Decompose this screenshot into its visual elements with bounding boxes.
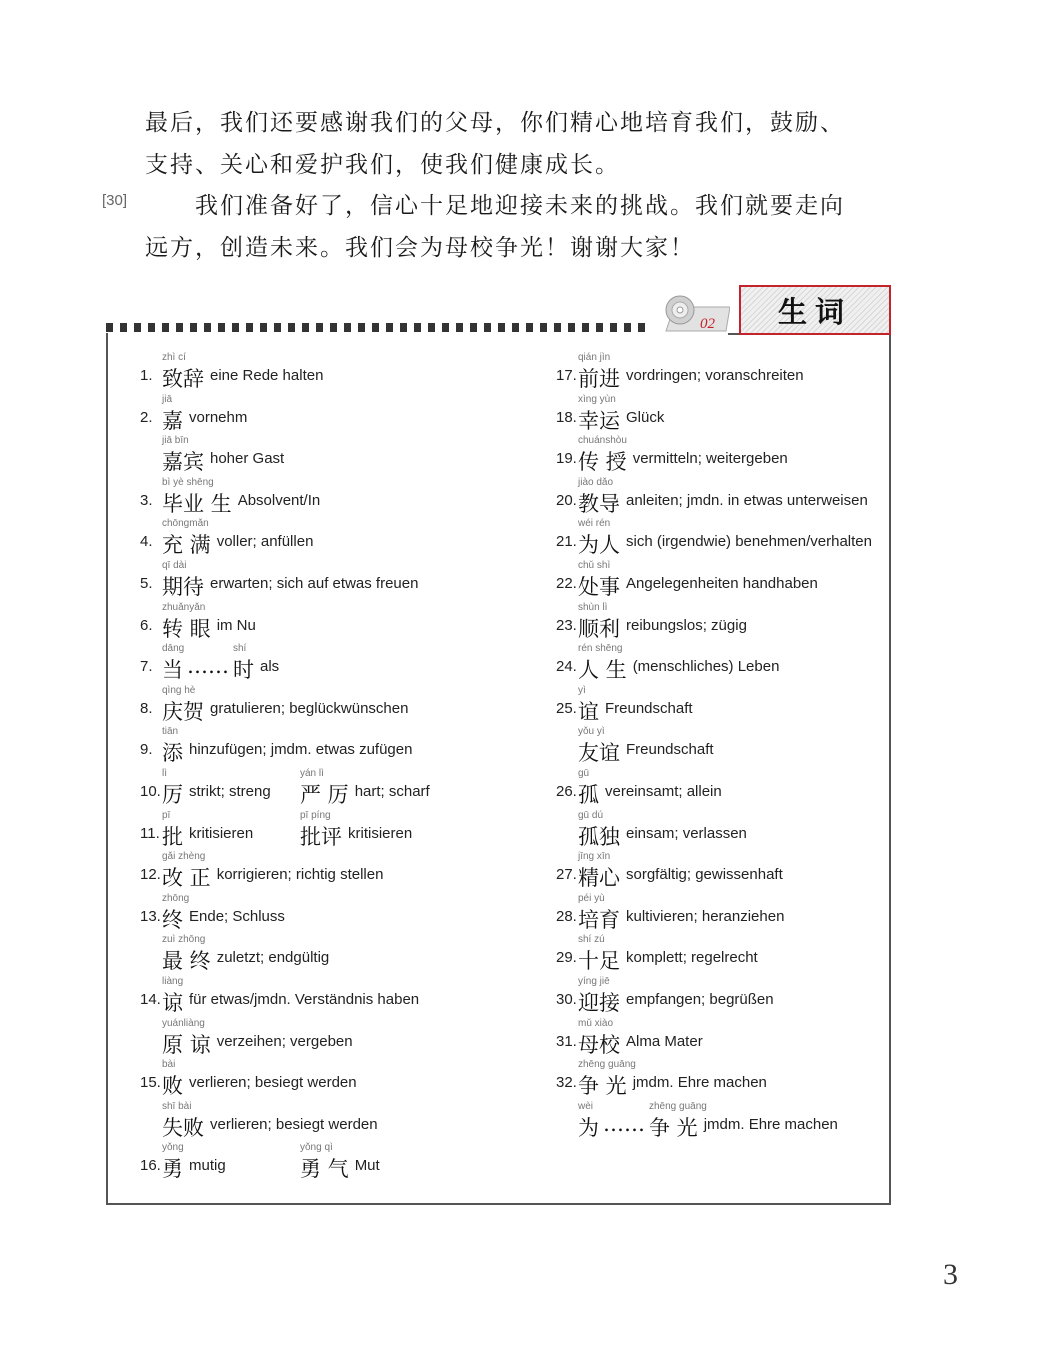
vocab-number: 21. xyxy=(556,533,577,551)
pinyin: zhēng guāng xyxy=(649,1100,707,1112)
text-line-1: 最后，我们还要感谢我们的父母，你们精心地培育我们，鼓励、 xyxy=(145,110,845,136)
vocab-number: 1. xyxy=(140,367,153,384)
pinyin: mǔ xiào xyxy=(578,1017,614,1029)
german-translation: für etwas/jmdn. Verständnis haben xyxy=(189,991,420,1008)
hanzi: 前进 xyxy=(578,367,620,391)
pinyin: jiào dǎo xyxy=(578,476,614,488)
pinyin: yuánliàng xyxy=(162,1017,205,1029)
hanzi: 人 生 xyxy=(578,658,627,683)
hanzi: 改 正 xyxy=(162,866,211,891)
pinyin: chōngmǎn xyxy=(162,518,209,530)
hanzi: 传 授 xyxy=(578,450,627,475)
hanzi: 勇 xyxy=(162,1157,183,1182)
pinyin: gū xyxy=(578,768,590,779)
hanzi: 十足 xyxy=(578,949,620,974)
german-translation: voller; anfüllen xyxy=(216,533,314,551)
pinyin: bài xyxy=(162,1059,176,1071)
hanzi: 为人 xyxy=(578,533,620,558)
text-line-2: 支持、关心和爱护我们，使我们健康成长。 xyxy=(145,152,620,178)
german-translation: anleiten; jmdn. in etwas unterweisen xyxy=(626,491,868,509)
dashed-rule xyxy=(106,323,651,332)
hanzi: 培育 xyxy=(578,907,620,932)
hanzi: 添 xyxy=(162,741,183,766)
german-translation: als xyxy=(260,658,280,676)
german-translation: empfangen; begrüßen xyxy=(626,991,774,1008)
hanzi: 友谊 xyxy=(578,741,620,766)
german-translation: komplett; regelrecht xyxy=(626,949,758,967)
vocab-number: 4. xyxy=(140,533,153,551)
german-translation: Angelegenheiten handhaben xyxy=(626,575,818,592)
german-translation: verlieren; besiegt werden xyxy=(210,1115,378,1133)
hanzi: 时 xyxy=(233,658,254,683)
vocab-number: 15. xyxy=(140,1074,161,1092)
pinyin: yǒng xyxy=(162,1142,184,1154)
hanzi: 原 谅 xyxy=(162,1032,211,1057)
hanzi: 期待 xyxy=(162,575,204,599)
pinyin: tiān xyxy=(162,726,179,738)
vocab-number: 27. xyxy=(556,866,577,884)
pinyin: gū dú xyxy=(578,809,604,821)
pinyin: shùn lì xyxy=(578,601,608,613)
pinyin: zhì cí xyxy=(162,352,186,363)
vocab-number: 18. xyxy=(556,408,577,426)
pinyin: zhōng xyxy=(162,892,190,904)
vocab-number: 2. xyxy=(140,408,153,426)
german-translation: sorgfältig; gewissenhaft xyxy=(626,866,783,884)
german-translation: jmdm. Ehre machen xyxy=(632,1074,767,1092)
hanzi: 迎接 xyxy=(578,991,620,1015)
hanzi: 失败 xyxy=(162,1115,204,1140)
hanzi: 最 终 xyxy=(162,949,211,974)
pinyin: liàng xyxy=(162,976,184,987)
vocab-number: 28. xyxy=(556,907,577,925)
hanzi: 谊 xyxy=(578,699,599,724)
vocab-number: 9. xyxy=(140,741,153,759)
german-translation: gratulieren; beglückwünschen xyxy=(210,699,409,717)
german-translation: jmdm. Ehre machen xyxy=(703,1115,838,1133)
pinyin: shí zú xyxy=(578,934,605,946)
vocab-number: 12. xyxy=(140,866,161,884)
vocab-number: 22. xyxy=(556,575,577,592)
pinyin: shī bài xyxy=(162,1100,192,1112)
hanzi: 当 xyxy=(162,658,183,683)
pinyin: yǒng qì xyxy=(300,1142,333,1154)
german-translation: Absolvent/In xyxy=(237,491,321,509)
vocab-header xyxy=(739,285,891,335)
audio-cd-icon xyxy=(652,293,730,333)
german-translation: kritisieren xyxy=(348,824,413,842)
text-line-4: 远方，创造未来。我们会为母校争光！谢谢大家！ xyxy=(145,235,695,261)
german-translation: verlieren; besiegt werden xyxy=(189,1074,357,1092)
pinyin: shí xyxy=(233,643,247,655)
hanzi: …… xyxy=(603,1111,645,1136)
vocab-number: 7. xyxy=(140,658,153,676)
hanzi: 争 光 xyxy=(578,1074,627,1099)
vocab-number: 29. xyxy=(556,949,577,967)
hanzi: 孤独 xyxy=(578,824,620,849)
pinyin: rén shēng xyxy=(578,643,623,655)
hanzi: 毕业 生 xyxy=(162,491,232,516)
pinyin: chuánshòu xyxy=(578,435,627,447)
german-translation: vermitteln; weitergeben xyxy=(632,450,788,468)
hanzi: 庆贺 xyxy=(162,699,204,724)
german-translation: Glück xyxy=(626,408,665,426)
pinyin: wèi xyxy=(578,1100,594,1112)
hanzi: 嘉宾 xyxy=(162,450,204,475)
pinyin: chǔ shì xyxy=(578,560,611,571)
hanzi: 顺利 xyxy=(578,616,620,641)
vocab-number: 3. xyxy=(140,491,153,509)
vocab-number: 23. xyxy=(556,616,577,634)
pinyin: dāng xyxy=(162,643,185,655)
german-translation: vereinsamt; allein xyxy=(605,783,722,800)
pinyin: zuì zhōng xyxy=(162,934,206,946)
hanzi: 教导 xyxy=(578,491,620,516)
german-translation: korrigieren; richtig stellen xyxy=(216,866,384,884)
vocab-number: 26. xyxy=(556,783,577,800)
german-translation: im Nu xyxy=(216,616,256,634)
vocab-number: 14. xyxy=(140,991,161,1008)
hanzi: 精心 xyxy=(578,866,620,891)
german-translation: Alma Mater xyxy=(626,1032,703,1050)
hanzi: 争 光 xyxy=(649,1115,698,1140)
pinyin: péi yù xyxy=(578,892,605,904)
pinyin: gǎi zhèng xyxy=(162,851,206,863)
german-translation: strikt; streng xyxy=(189,783,271,800)
vocab-number: 20. xyxy=(556,491,577,509)
german-translation: erwarten; sich auf etwas freuen xyxy=(210,575,419,592)
hanzi: 充 满 xyxy=(162,533,211,558)
pinyin: zhuǎnyǎn xyxy=(162,601,206,613)
pinyin: pī xyxy=(162,809,171,821)
vocab-number: 17. xyxy=(556,367,577,384)
hanzi: 严 厉 xyxy=(300,783,349,807)
hanzi: 幸运 xyxy=(578,408,620,433)
vocab-number: 30. xyxy=(556,991,577,1008)
hanzi: 嘉 xyxy=(162,408,183,433)
hanzi: 处事 xyxy=(578,575,620,599)
hanzi: 孤 xyxy=(578,783,599,807)
vocab-number: 5. xyxy=(140,575,153,592)
hanzi: 转 眼 xyxy=(162,616,211,641)
german-translation: Ende; Schluss xyxy=(189,907,285,925)
pinyin: yǒu yì xyxy=(578,726,605,738)
german-translation: sich (irgendwie) benehmen/verhalten xyxy=(626,533,872,551)
vocab-number: 11. xyxy=(140,824,160,842)
vocab-number: 8. xyxy=(140,699,153,717)
hanzi: 谅 xyxy=(162,991,183,1015)
line-number: [30] xyxy=(102,192,128,209)
hanzi: 批评 xyxy=(300,824,342,849)
pinyin: jiā bīn xyxy=(162,435,189,447)
pinyin: zhēng guāng xyxy=(578,1059,636,1071)
vocab-number: 10. xyxy=(140,783,161,800)
german-translation: hinzufügen; jmdm. etwas zufügen xyxy=(189,741,413,759)
pinyin: yì xyxy=(578,684,586,696)
vocab-number: 16. xyxy=(140,1157,161,1175)
hanzi: 致辞 xyxy=(162,367,204,391)
german-translation: kultivieren; heranziehen xyxy=(626,907,785,925)
text-line-3: 我们准备好了，信心十足地迎接未来的挑战。我们就要走向 xyxy=(145,193,845,219)
german-translation: hart; scharf xyxy=(354,783,430,800)
german-translation: eine Rede halten xyxy=(210,367,324,384)
german-translation: vordringen; voranschreiten xyxy=(626,367,804,384)
pinyin: qī dài xyxy=(162,560,187,571)
german-translation: vornehm xyxy=(189,408,248,426)
pinyin: jīng xīn xyxy=(578,851,611,863)
german-translation: zuletzt; endgültig xyxy=(216,949,330,967)
hanzi: 勇 气 xyxy=(300,1157,349,1182)
track-number: 02 xyxy=(700,316,715,332)
vocab-number: 32. xyxy=(556,1074,577,1092)
vocab-number: 19. xyxy=(556,450,577,468)
german-translation: kritisieren xyxy=(189,824,254,842)
vocab-number: 13. xyxy=(140,907,161,925)
hanzi: 败 xyxy=(162,1074,183,1099)
german-translation: hoher Gast xyxy=(210,450,285,468)
hanzi: …… xyxy=(187,654,229,679)
pinyin: wéi rén xyxy=(578,518,611,530)
pinyin: qìng hè xyxy=(162,684,196,696)
german-translation: einsam; verlassen xyxy=(626,824,747,842)
pinyin: yán lì xyxy=(300,768,324,779)
hanzi: 终 xyxy=(162,907,183,932)
hanzi: 为 xyxy=(578,1115,599,1140)
pinyin: bì yè shēng xyxy=(162,476,214,488)
vocab-number: 25. xyxy=(556,699,577,717)
german-translation: verzeihen; vergeben xyxy=(216,1032,353,1050)
german-translation: Mut xyxy=(354,1157,380,1175)
german-translation: Freundschaft xyxy=(605,699,693,717)
pinyin: lì xyxy=(162,768,167,779)
vocab-number: 31. xyxy=(556,1032,577,1050)
pinyin: yíng jiē xyxy=(578,976,610,987)
vocab-number: 6. xyxy=(140,616,153,634)
pinyin: xìng yùn xyxy=(578,393,616,405)
pinyin: pī píng xyxy=(300,809,331,821)
german-translation: mutig xyxy=(189,1157,226,1175)
hanzi: 厉 xyxy=(162,783,183,807)
vocab-number: 24. xyxy=(556,658,577,676)
german-translation: reibungslos; zügig xyxy=(626,616,747,634)
hanzi: 母校 xyxy=(578,1032,620,1057)
vocab-header-label: 生词 xyxy=(777,294,852,329)
page-number: 3 xyxy=(943,1258,958,1291)
hanzi: 批 xyxy=(162,824,183,849)
pinyin: qián jìn xyxy=(578,352,611,363)
pinyin: jiā xyxy=(162,393,173,405)
german-translation: Freundschaft xyxy=(626,741,714,759)
german-translation: (menschliches) Leben xyxy=(632,658,780,676)
